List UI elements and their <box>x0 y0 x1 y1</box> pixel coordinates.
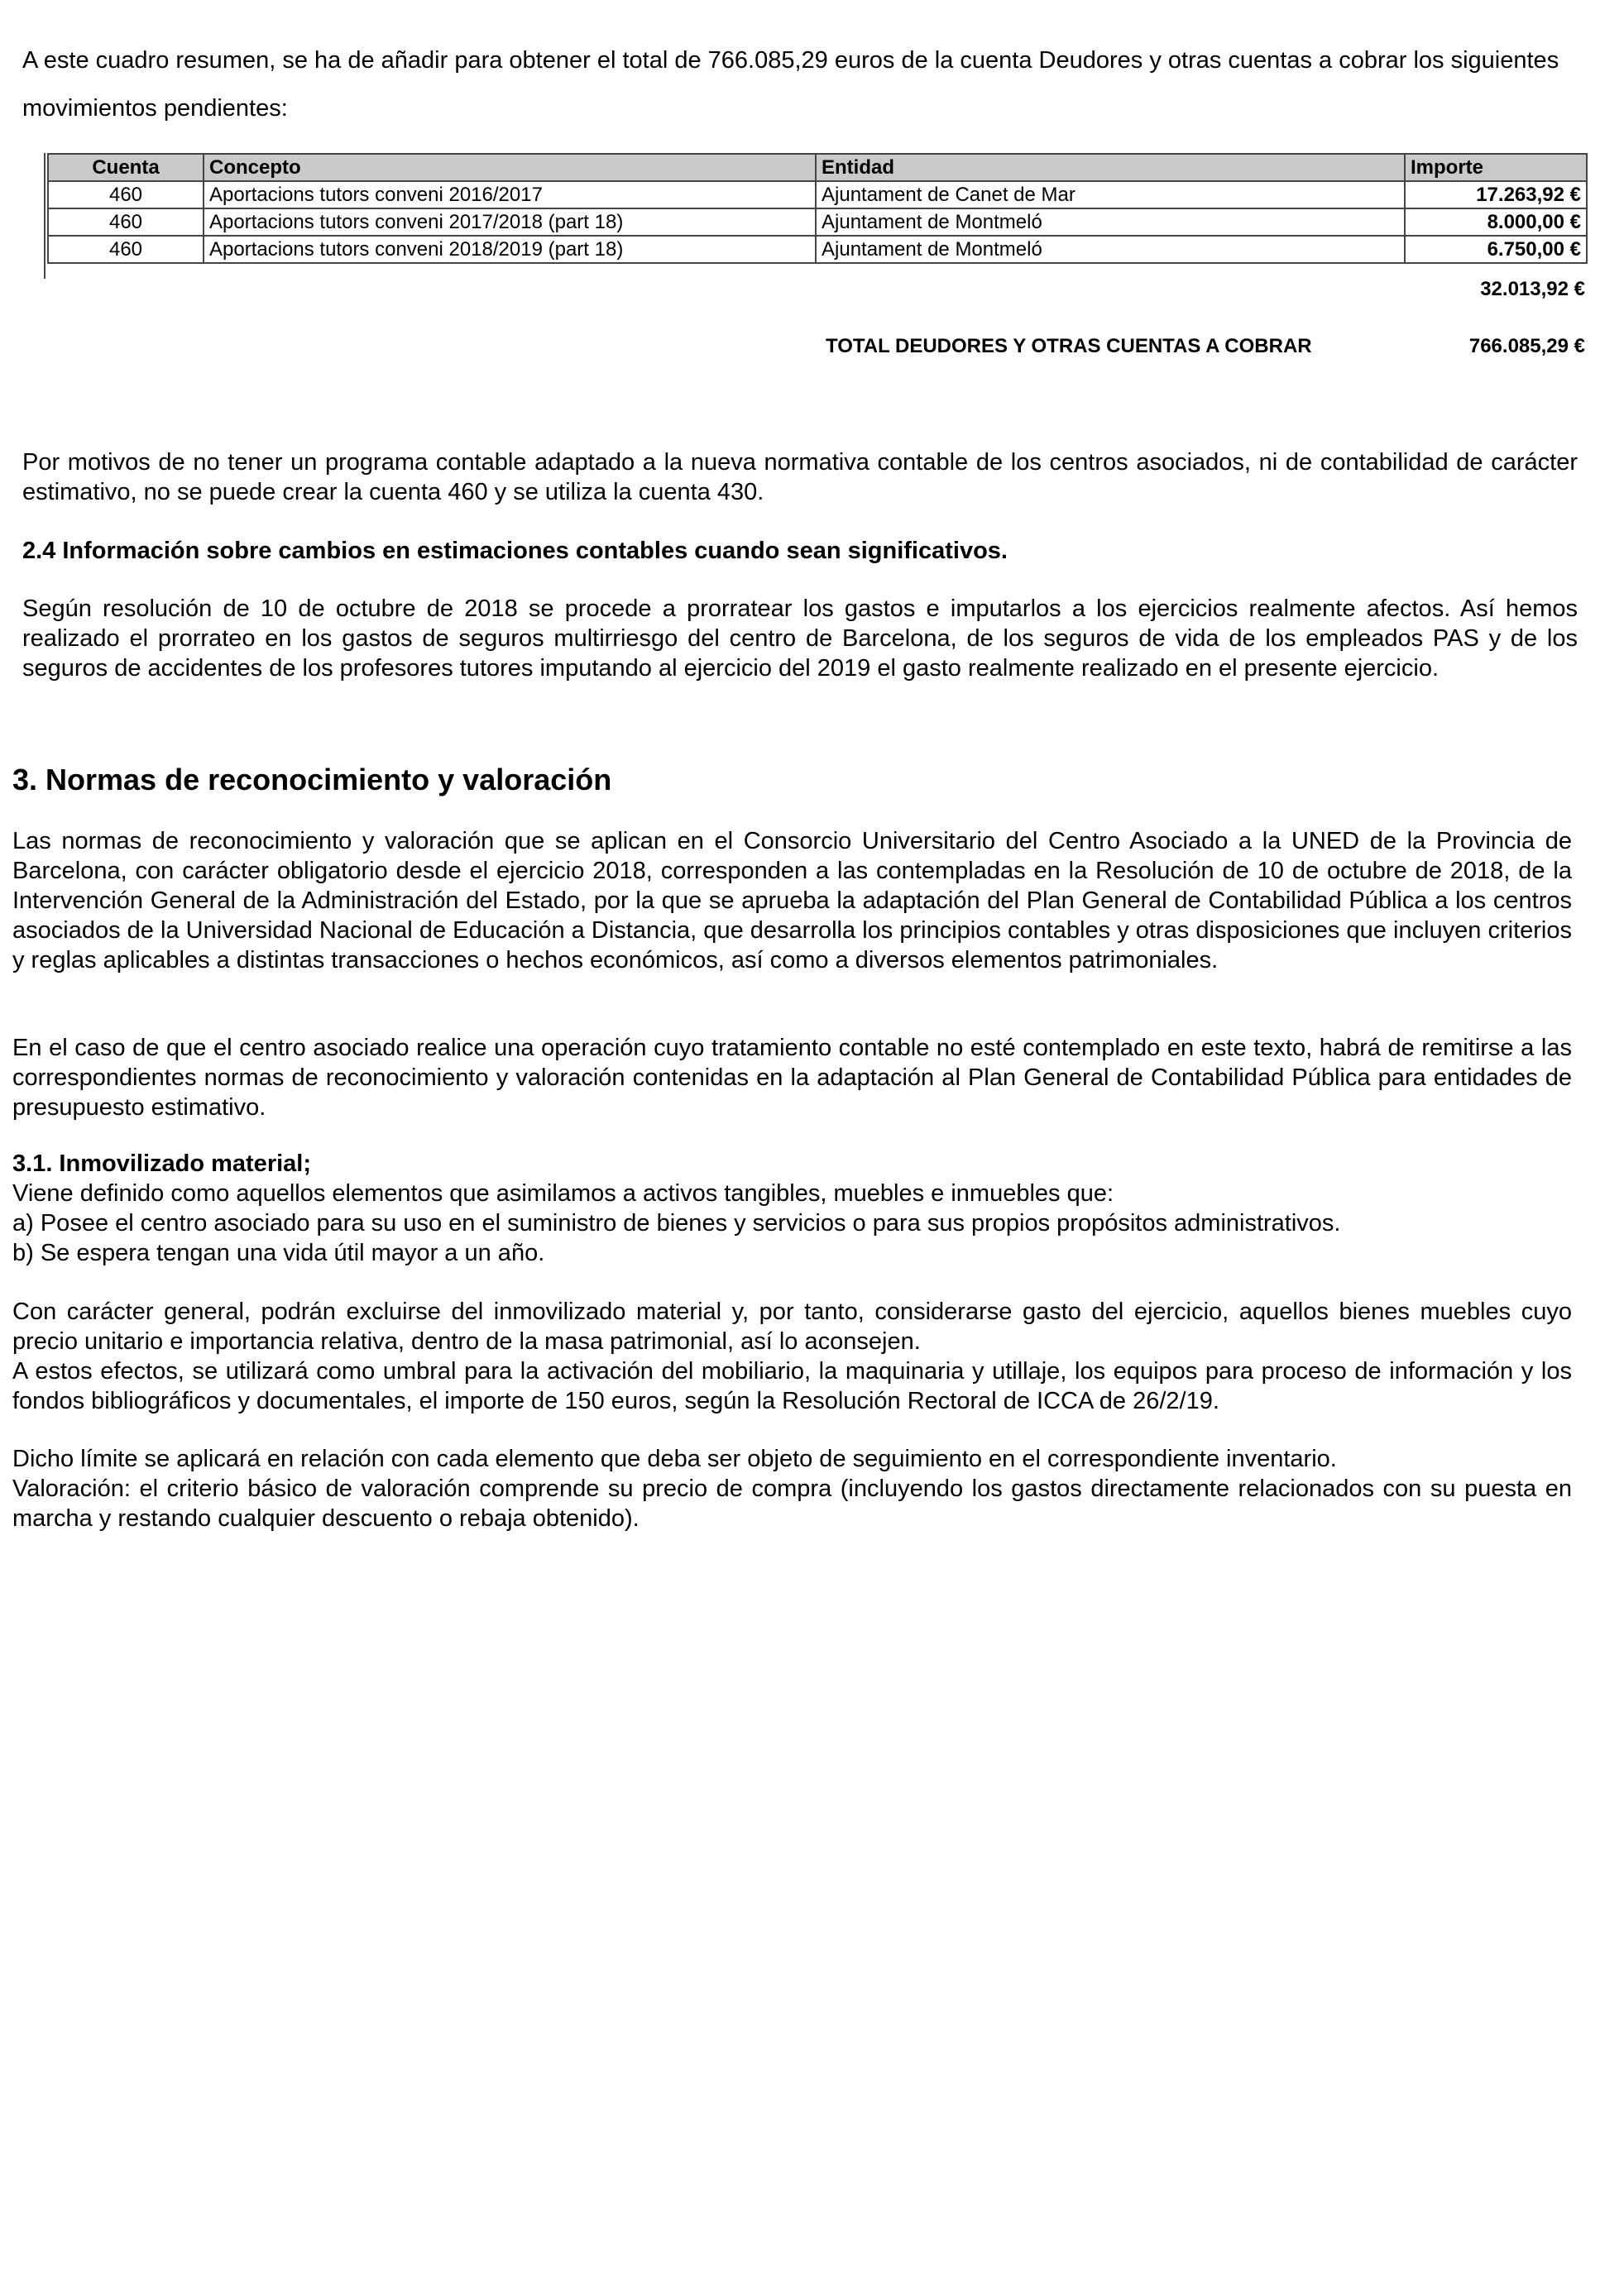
paragraph-normas: Las normas de reconocimiento y valoración que se aplican en el Consorcio Universitario del Centro Asociado a la UNED de la Provincia de Barcelona, con carácter obligatorio desde el ejercicio 2018, corresponden a las contempladas en la Resolución de 10 de octubre de 2018, de la Intervención General de la Administración del Estado, por la que se aprueba la adaptación del Plan General de Contabilidad Pública a los centros asociados de la Universidad Nacional de Educación a Distancia, que desarrolla los principios contables y otras disposiciones que incluyen criterios y reglas aplicables a distintas transacciones o hechos económicos, así como a diversos elementos patrimoniales. <box>12 828 1572 973</box>
subtotal-value: 32.013,92 € <box>1480 278 1585 300</box>
cell-cuenta: 460 <box>48 181 204 208</box>
paragraph-exclusion: Con carácter general, podrán excluirse del inmovilizado material y, por tanto, considerarse gasto del ejercicio, aquellos bienes muebles cuyo precio unitario e importancia relativa, dentro de la masa patrimonial, así lo aconsejen. <box>12 1299 1572 1355</box>
cell-entidad: Ajuntament de Montmeló <box>816 208 1405 236</box>
heading-2-4: 2.4 Información sobre cambios en estimaciones contables cuando sean significativos. <box>22 538 1008 564</box>
paragraph-umbral: A estos efectos, se utilizará como umbral para la activación del mobiliario, la maquinaria y utillaje, los equipos para proceso de información y los fondos bibliográficos y documentales, el importe de 150 euros, según la Resolución Rectoral de ICCA de 26/2/19. <box>12 1358 1572 1414</box>
paragraph-operacion: En el caso de que el centro asociado realice una operación cuyo tratamiento contable no esté contemplado en este texto, habrá de remitirse a las correspondientes normas de reconocimiento y valoración contenidas en la adaptación al Plan General de Contabilidad Pública para entidades de presupuesto estimativo. <box>12 1035 1572 1121</box>
paragraph-account-460: Por motivos de no tener un programa contable adaptado a la nueva normativa contable de los centros asociados, ni de contabilidad de carácter estimativo, no se puede crear la cuenta 460 y se utiliza la cuenta 430. <box>22 449 1578 505</box>
cell-concepto: Aportacions tutors conveni 2017/2018 (part 18) <box>204 208 816 236</box>
cell-concepto: Aportacions tutors conveni 2016/2017 <box>204 181 816 208</box>
definition-item-b: b) Se espera tengan una vida útil mayor a un año. <box>12 1240 545 1266</box>
total-label: TOTAL DEUDORES Y OTRAS CUENTAS A COBRAR <box>826 335 1312 357</box>
pending-movements-table <box>47 153 1588 264</box>
table-left-border <box>44 153 46 279</box>
header-entidad: Entidad <box>816 154 1405 181</box>
cell-cuenta: 460 <box>48 208 204 236</box>
cell-cuenta: 460 <box>48 236 204 263</box>
table-row <box>48 181 1587 208</box>
header-importe: Importe <box>1405 154 1587 181</box>
cell-importe: 8.000,00 € <box>1405 208 1587 236</box>
inmovilizado-definition <box>12 1179 1572 1268</box>
heading-3-1: 3.1. Inmovilizado material; <box>12 1150 311 1177</box>
table-row <box>48 208 1587 236</box>
cell-importe: 6.750,00 € <box>1405 236 1587 263</box>
total-value: 766.085,29 € <box>1468 335 1585 357</box>
header-concepto: Concepto <box>204 154 816 181</box>
cell-entidad: Ajuntament de Canet de Mar <box>816 181 1405 208</box>
intro-paragraph: A este cuadro resumen, se ha de añadir para obtener el total de 766.085,29 euros de la cuenta Deudores y otras cuentas a cobrar los siguientes movimientos pendientes: <box>22 47 1559 122</box>
definition-item-a: a) Posee el centro asociado para su uso en el suministro de bienes y servicios o para sus propios propósitos administrativos. <box>12 1210 1341 1236</box>
table-row <box>48 236 1587 263</box>
paragraph-limite: Dicho límite se aplicará en relación con cada elemento que deba ser objeto de seguimiento en el correspondiente inventario. <box>12 1446 1337 1472</box>
paragraph-prorrateo: Según resolución de 10 de octubre de 2018 se procede a prorratear los gastos e imputarlos a los ejercicios realmente afectos. Así hemos realizado el prorrateo en los gastos de seguros multirriesgo del centro de Barcelona, de los seguros de vida de los empleados PAS y de los seguros de accidentes de los profesores tutores imputando al ejercicio del 2019 el gasto realmente realizado en el presente ejercicio. <box>22 596 1578 682</box>
cell-entidad: Ajuntament de Montmeló <box>816 236 1405 263</box>
definition-line: Viene definido como aquellos elementos que asimilamos a activos tangibles, muebles e inmuebles que: <box>12 1180 1114 1207</box>
paragraph-valoracion: Valoración: el criterio básico de valoración comprende su precio de compra (incluyendo los gastos directamente relacionados con su puesta en marcha y restando cualquier descuento o rebaja obtenido). <box>12 1476 1572 1532</box>
cell-importe: 17.263,92 € <box>1405 181 1587 208</box>
cell-concepto: Aportacions tutors conveni 2018/2019 (part 18) <box>204 236 816 263</box>
header-cuenta: Cuenta <box>48 154 204 181</box>
heading-3: 3. Normas de reconocimiento y valoración <box>12 763 612 796</box>
table-header-row <box>48 154 1587 181</box>
